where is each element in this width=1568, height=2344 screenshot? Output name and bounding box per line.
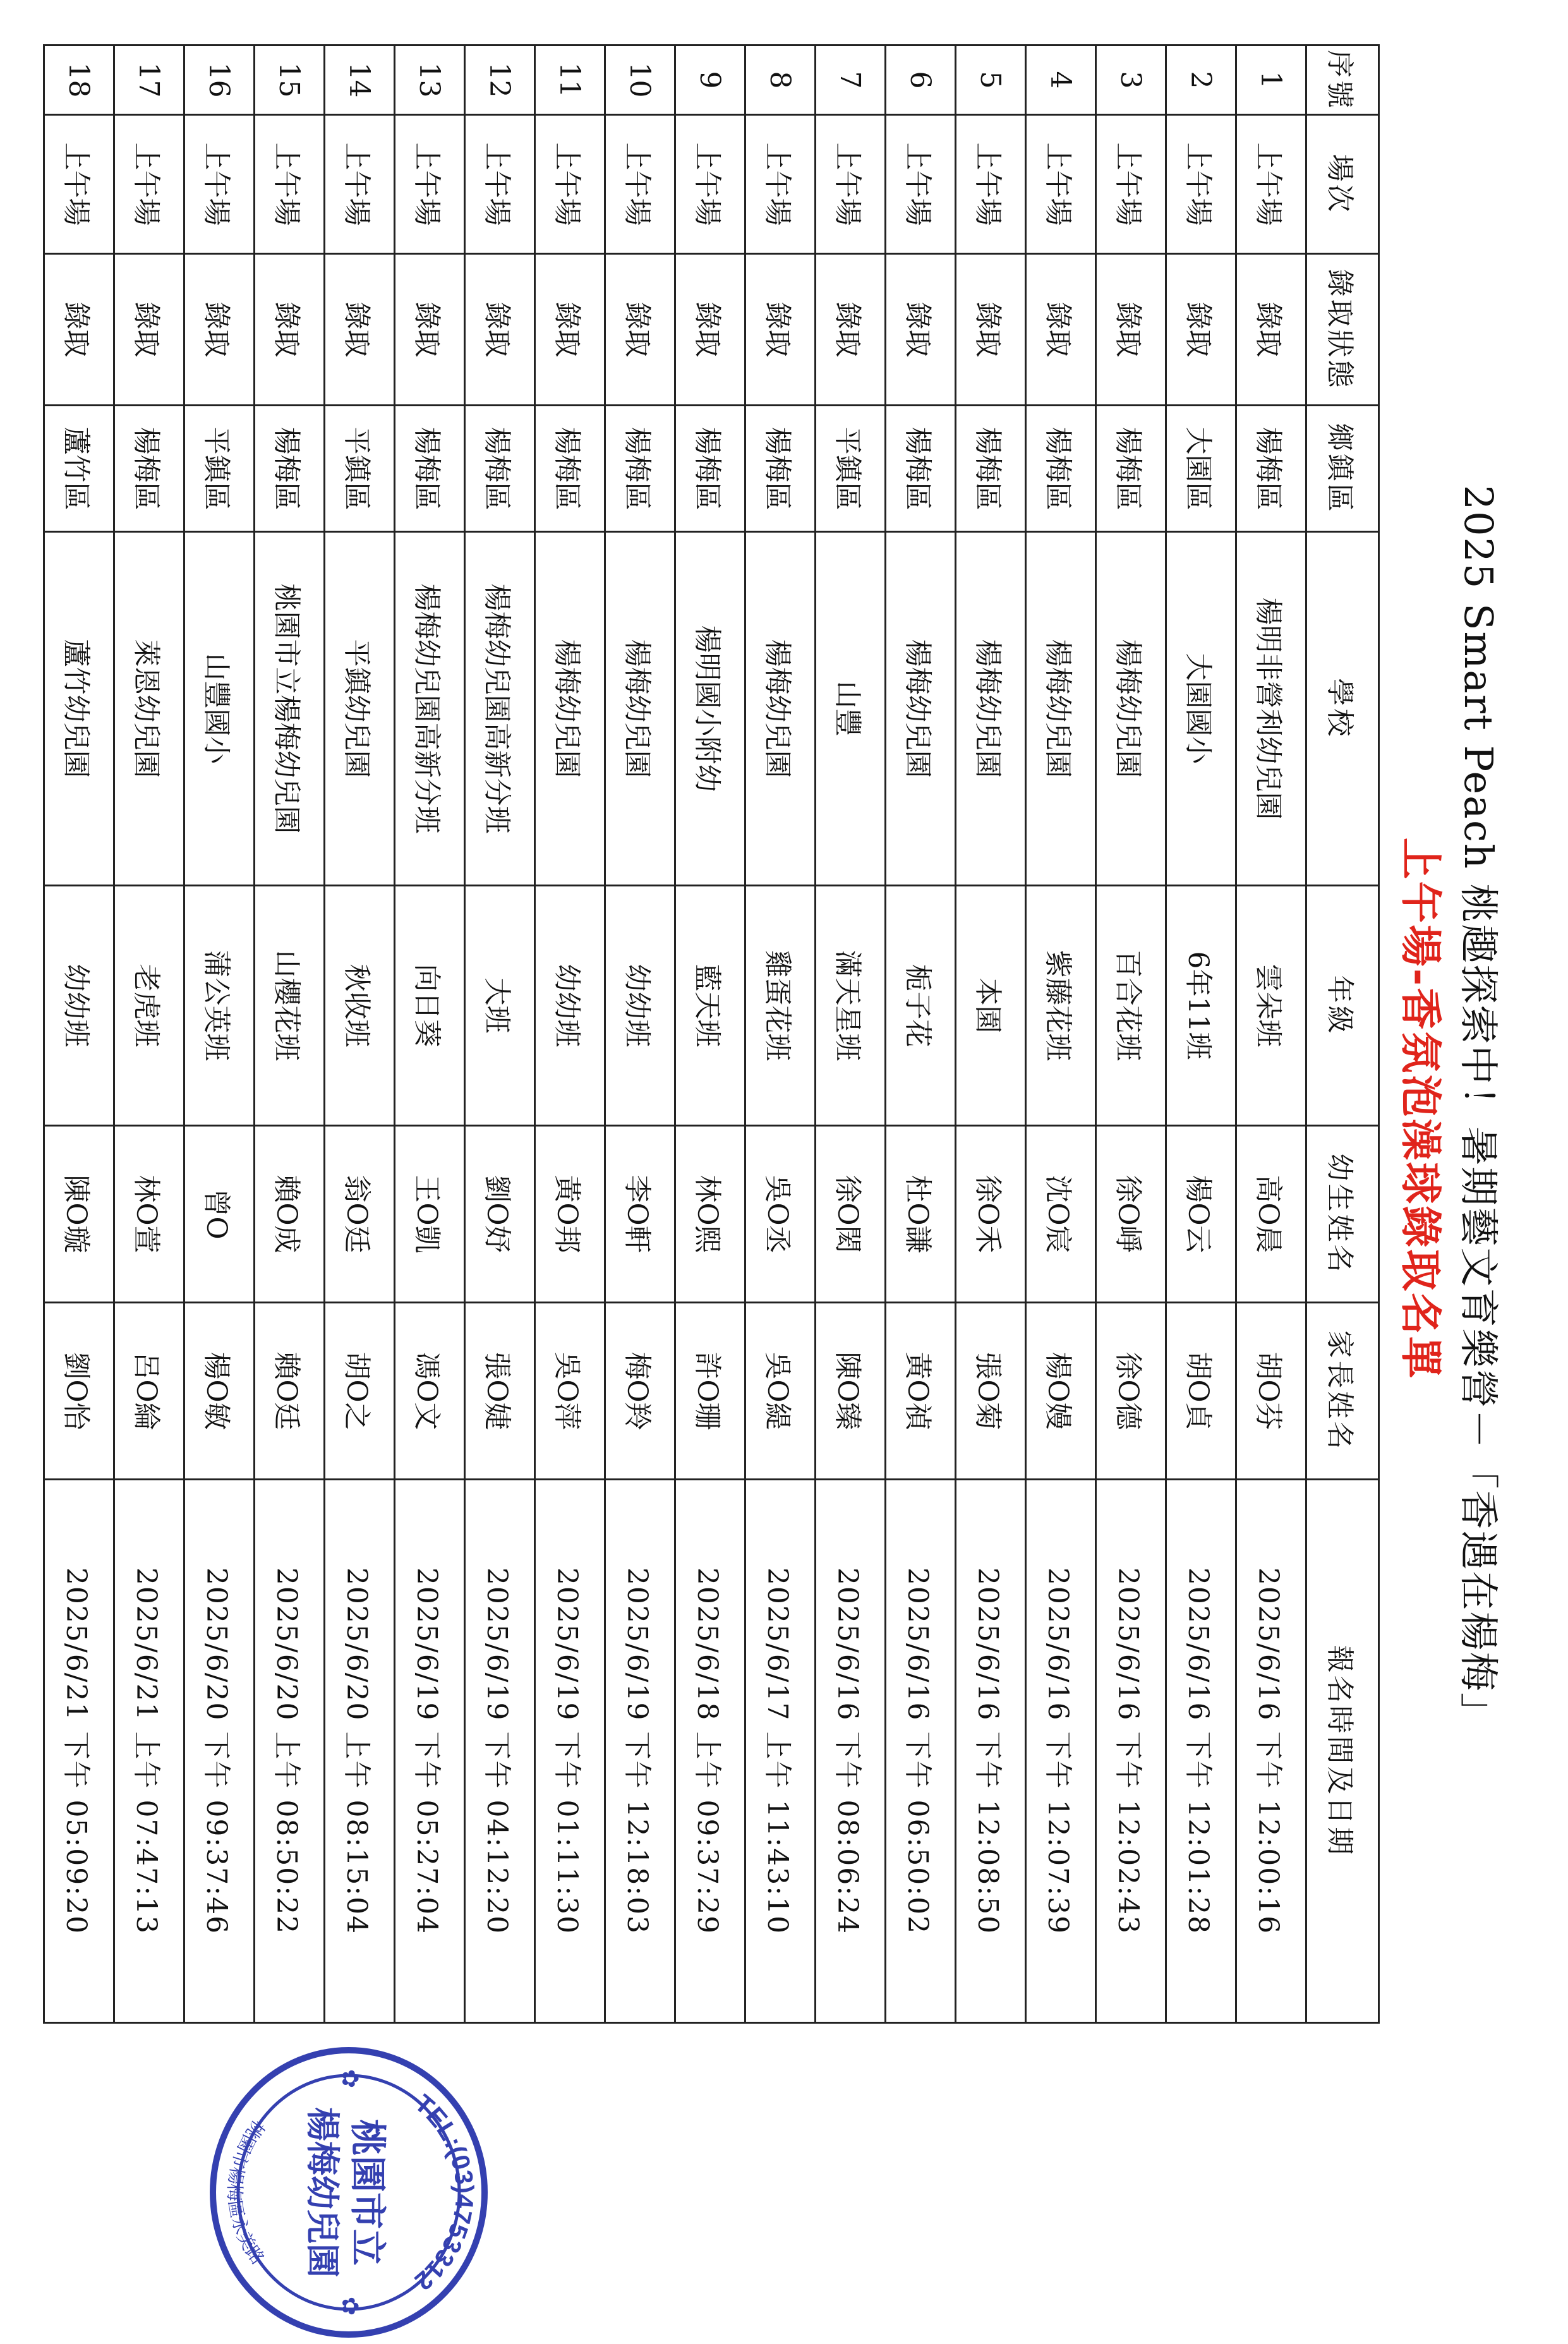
cell-grade: 紫藤花班	[1026, 886, 1096, 1126]
cell-serial: 8	[745, 45, 816, 115]
column-header-session: 場次	[1306, 115, 1379, 254]
cell-district: 楊梅區	[675, 406, 745, 532]
cell-serial: 10	[605, 45, 675, 115]
cell-session: 上午場	[1096, 115, 1166, 254]
cell-status: 錄取	[886, 254, 956, 406]
table-row	[1166, 45, 1236, 2023]
cell-child-name: 王O凱	[395, 1126, 465, 1303]
cell-status: 錄取	[605, 254, 675, 406]
table-body	[44, 45, 1306, 2023]
cell-school: 楊梅幼兒園	[886, 532, 956, 886]
cell-school: 山豐國小	[184, 532, 255, 886]
cell-parent-name: 吳O萍	[535, 1303, 605, 1480]
cell-session: 上午場	[956, 115, 1026, 254]
cell-parent-name: 楊O嫚	[1026, 1303, 1096, 1480]
cell-grade: 滿天星班	[816, 886, 886, 1126]
cell-school: 大園國小	[1166, 532, 1236, 886]
cell-child-name: 沈O宸	[1026, 1126, 1096, 1303]
cell-school: 桃園市立楊梅幼兒園	[255, 532, 325, 886]
cell-school: 楊梅幼兒園	[956, 532, 1026, 886]
cell-status: 錄取	[745, 254, 816, 406]
cell-grade: 雞蛋花班	[745, 886, 816, 1126]
cell-serial: 17	[114, 45, 184, 115]
cell-session: 上午場	[1166, 115, 1236, 254]
cell-school: 楊梅幼兒園	[1026, 532, 1096, 886]
cell-grade: 幼幼班	[605, 886, 675, 1126]
table-row	[886, 45, 956, 2023]
column-header-grade: 年級	[1306, 886, 1379, 1126]
cell-signup-datetime: 2025/6/19 下午 04:12:20	[465, 1480, 535, 2023]
cell-session: 上午場	[325, 115, 395, 254]
cell-district: 楊梅區	[255, 406, 325, 532]
cell-child-name: 楊O云	[1166, 1126, 1236, 1303]
cell-school: 楊梅幼兒園	[605, 532, 675, 886]
cell-serial: 18	[44, 45, 114, 115]
table-row	[1096, 45, 1166, 2023]
table-row	[255, 45, 325, 2023]
cell-parent-name: 賴O廷	[255, 1303, 325, 1480]
cell-child-name: 翁O廷	[325, 1126, 395, 1303]
cell-parent-name: 梅O羚	[605, 1303, 675, 1480]
cell-session: 上午場	[745, 115, 816, 254]
cell-child-name: 吳O丞	[745, 1126, 816, 1303]
cell-status: 錄取	[114, 254, 184, 406]
cell-serial: 1	[1236, 45, 1306, 115]
stamp-address: 桃園市楊梅區永美路	[224, 2116, 269, 2269]
cell-district: 蘆竹區	[44, 406, 114, 532]
column-header-parent-name: 家長姓名	[1306, 1303, 1379, 1480]
cell-school: 楊梅幼兒園高新分班	[465, 532, 535, 886]
cell-session: 上午場	[535, 115, 605, 254]
column-header-serial: 序號	[1306, 45, 1379, 115]
cell-status: 錄取	[395, 254, 465, 406]
cell-grade: 6年11班	[1166, 886, 1236, 1126]
cell-signup-datetime: 2025/6/21 下午 05:09:20	[44, 1480, 114, 2023]
stamp-name-line1: 桃園市立	[346, 2118, 389, 2266]
cell-signup-datetime: 2025/6/16 下午 12:07:39	[1026, 1480, 1096, 2023]
cell-parent-name: 黃O禎	[886, 1303, 956, 1480]
cell-child-name: 杜O謙	[886, 1126, 956, 1303]
table-row	[114, 45, 184, 2023]
table-row	[395, 45, 465, 2023]
cell-serial: 16	[184, 45, 255, 115]
cell-signup-datetime: 2025/6/19 下午 01:11:30	[535, 1480, 605, 2023]
cell-grade: 向日葵	[395, 886, 465, 1126]
cell-child-name: 李O軒	[605, 1126, 675, 1303]
cell-school: 楊梅幼兒園	[535, 532, 605, 886]
cell-grade: 藍天班	[675, 886, 745, 1126]
cell-session: 上午場	[886, 115, 956, 254]
cell-session: 上午場	[44, 115, 114, 254]
table-row	[184, 45, 255, 2023]
cell-child-name: 徐O崢	[1096, 1126, 1166, 1303]
cell-status: 錄取	[956, 254, 1026, 406]
table-row	[1026, 45, 1096, 2023]
cell-signup-datetime: 2025/6/21 上午 07:47:13	[114, 1480, 184, 2023]
cell-grade: 秋收班	[325, 886, 395, 1126]
cell-serial: 6	[886, 45, 956, 115]
stamp-flower-icon-left: ✿	[337, 2069, 363, 2089]
stamp-flower-icon-right: ✿	[337, 2296, 363, 2316]
table-row	[675, 45, 745, 2023]
table-header-row	[1306, 45, 1379, 2023]
cell-session: 上午場	[255, 115, 325, 254]
cell-school: 萊恩幼兒園	[114, 532, 184, 886]
cell-child-name: 高O晨	[1236, 1126, 1306, 1303]
cell-child-name: 林O熙	[675, 1126, 745, 1303]
cell-parent-name: 胡O芬	[1236, 1303, 1306, 1480]
table-row	[605, 45, 675, 2023]
cell-parent-name: 許O珊	[675, 1303, 745, 1480]
cell-session: 上午場	[605, 115, 675, 254]
cell-grade: 山櫻花班	[255, 886, 325, 1126]
cell-serial: 7	[816, 45, 886, 115]
cell-district: 楊梅區	[745, 406, 816, 532]
cell-grade: 蒲公英班	[184, 886, 255, 1126]
cell-school: 楊梅幼兒園	[1096, 532, 1166, 886]
cell-status: 錄取	[465, 254, 535, 406]
cell-grade: 本園	[956, 886, 1026, 1126]
cell-grade: 栀子花	[886, 886, 956, 1126]
cell-session: 上午場	[465, 115, 535, 254]
cell-signup-datetime: 2025/6/20 上午 08:50:22	[255, 1480, 325, 2023]
document-subtitle: 上午場-香氛泡澡球錄取名單	[1396, 837, 1445, 1380]
cell-session: 上午場	[184, 115, 255, 254]
cell-district: 楊梅區	[465, 406, 535, 532]
cell-serial: 9	[675, 45, 745, 115]
cell-child-name: 林O萱	[114, 1126, 184, 1303]
column-header-signup-datetime: 報名時間及日期	[1306, 1480, 1379, 2023]
cell-parent-name: 張O婕	[465, 1303, 535, 1480]
school-seal-stamp	[197, 2041, 500, 2344]
column-header-child-name: 幼生姓名	[1306, 1126, 1379, 1303]
cell-parent-name: 陳O臻	[816, 1303, 886, 1480]
cell-status: 錄取	[675, 254, 745, 406]
cell-serial: 11	[535, 45, 605, 115]
table-row	[535, 45, 605, 2023]
cell-district: 楊梅區	[1236, 406, 1306, 532]
cell-school: 楊明國小附幼	[675, 532, 745, 886]
cell-signup-datetime: 2025/6/19 下午 05:27:04	[395, 1480, 465, 2023]
table-row	[325, 45, 395, 2023]
table-row	[44, 45, 114, 2023]
cell-child-name: 陳O璇	[44, 1126, 114, 1303]
cell-serial: 12	[465, 45, 535, 115]
cell-signup-datetime: 2025/6/16 下午 12:08:50	[956, 1480, 1026, 2023]
cell-serial: 3	[1096, 45, 1166, 115]
cell-district: 平鎮區	[184, 406, 255, 532]
cell-grade: 雲朵班	[1236, 886, 1306, 1126]
cell-school: 楊明非營利幼兒園	[1236, 532, 1306, 886]
cell-signup-datetime: 2025/6/19 下午 12:18:03	[605, 1480, 675, 2023]
cell-signup-datetime: 2025/6/16 下午 12:01:28	[1166, 1480, 1236, 2023]
cell-signup-datetime: 2025/6/20 上午 08:15:04	[325, 1480, 395, 2023]
document-title: 2025 Smart Peach 桃趣探索中！暑期藝文育樂營－「香遇在楊梅」	[1456, 485, 1502, 1733]
stamp-name-line2: 楊梅幼兒園	[303, 2107, 343, 2278]
cell-parent-name: 胡O之	[325, 1303, 395, 1480]
cell-signup-datetime: 2025/6/16 下午 12:02:43	[1096, 1480, 1166, 2023]
cell-status: 錄取	[44, 254, 114, 406]
cell-grade: 大班	[465, 886, 535, 1126]
cell-school: 平鎮幼兒園	[325, 532, 395, 886]
table-row	[956, 45, 1026, 2023]
cell-district: 平鎮區	[325, 406, 395, 532]
cell-child-name: 徐O閎	[816, 1126, 886, 1303]
cell-grade: 幼幼班	[535, 886, 605, 1126]
cell-signup-datetime: 2025/6/16 下午 08:06:24	[816, 1480, 886, 2023]
cell-grade: 幼幼班	[44, 886, 114, 1126]
cell-school: 楊梅幼兒園高新分班	[395, 532, 465, 886]
cell-signup-datetime: 2025/6/16 下午 12:00:16	[1236, 1480, 1306, 2023]
cell-school: 楊梅幼兒園	[745, 532, 816, 886]
cell-serial: 13	[395, 45, 465, 115]
cell-status: 錄取	[184, 254, 255, 406]
table-row	[1236, 45, 1306, 2023]
cell-parent-name: 徐O德	[1096, 1303, 1166, 1480]
cell-session: 上午場	[675, 115, 745, 254]
cell-parent-name: 呂O綸	[114, 1303, 184, 1480]
cell-session: 上午場	[395, 115, 465, 254]
cell-parent-name: 馮O文	[395, 1303, 465, 1480]
cell-status: 錄取	[1236, 254, 1306, 406]
cell-session: 上午場	[816, 115, 886, 254]
cell-status: 錄取	[1096, 254, 1166, 406]
cell-school: 山豐	[816, 532, 886, 886]
cell-grade: 老虎班	[114, 886, 184, 1126]
cell-status: 錄取	[1026, 254, 1096, 406]
cell-district: 楊梅區	[395, 406, 465, 532]
column-header-school: 學校	[1306, 532, 1379, 886]
cell-child-name: 黃O邦	[535, 1126, 605, 1303]
cell-district: 楊梅區	[605, 406, 675, 532]
cell-status: 錄取	[255, 254, 325, 406]
cell-grade: 百合花班	[1096, 886, 1166, 1126]
cell-serial: 14	[325, 45, 395, 115]
cell-parent-name: 張O菊	[956, 1303, 1026, 1480]
cell-district: 楊梅區	[114, 406, 184, 532]
cell-serial: 4	[1026, 45, 1096, 115]
cell-status: 錄取	[325, 254, 395, 406]
admission-table	[43, 44, 1380, 2024]
cell-child-name: 劉O妤	[465, 1126, 535, 1303]
cell-status: 錄取	[816, 254, 886, 406]
cell-child-name: 賴O成	[255, 1126, 325, 1303]
admission-table-container	[43, 44, 1380, 2022]
cell-signup-datetime: 2025/6/18 上午 09:37:29	[675, 1480, 745, 2023]
table-row	[816, 45, 886, 2023]
cell-session: 上午場	[1026, 115, 1096, 254]
cell-district: 平鎮區	[816, 406, 886, 532]
cell-district: 楊梅區	[535, 406, 605, 532]
column-header-district: 鄉鎮區	[1306, 406, 1379, 532]
cell-school: 蘆竹幼兒園	[44, 532, 114, 886]
cell-session: 上午場	[1236, 115, 1306, 254]
cell-parent-name: 楊O敏	[184, 1303, 255, 1480]
cell-serial: 5	[956, 45, 1026, 115]
cell-status: 錄取	[1166, 254, 1236, 406]
cell-district: 楊梅區	[1026, 406, 1096, 532]
table-row	[745, 45, 816, 2023]
cell-signup-datetime: 2025/6/16 下午 06:50:02	[886, 1480, 956, 2023]
cell-signup-datetime: 2025/6/17 上午 11:43:10	[745, 1480, 816, 2023]
column-header-status: 錄取狀態	[1306, 254, 1379, 406]
cell-parent-name: 胡O貞	[1166, 1303, 1236, 1480]
cell-district: 楊梅區	[956, 406, 1026, 532]
cell-parent-name: 劉O怡	[44, 1303, 114, 1480]
cell-district: 楊梅區	[1096, 406, 1166, 532]
cell-child-name: 徐O禾	[956, 1126, 1026, 1303]
cell-status: 錄取	[535, 254, 605, 406]
cell-district: 楊梅區	[886, 406, 956, 532]
cell-district: 大園區	[1166, 406, 1236, 532]
cell-signup-datetime: 2025/6/20 下午 09:37:46	[184, 1480, 255, 2023]
cell-serial: 15	[255, 45, 325, 115]
cell-parent-name: 吳O緹	[745, 1303, 816, 1480]
cell-session: 上午場	[114, 115, 184, 254]
cell-serial: 2	[1166, 45, 1236, 115]
table-row	[465, 45, 535, 2023]
stamp-phone: TEL:(03)4753312	[409, 2089, 479, 2296]
cell-child-name: 曾O	[184, 1126, 255, 1303]
